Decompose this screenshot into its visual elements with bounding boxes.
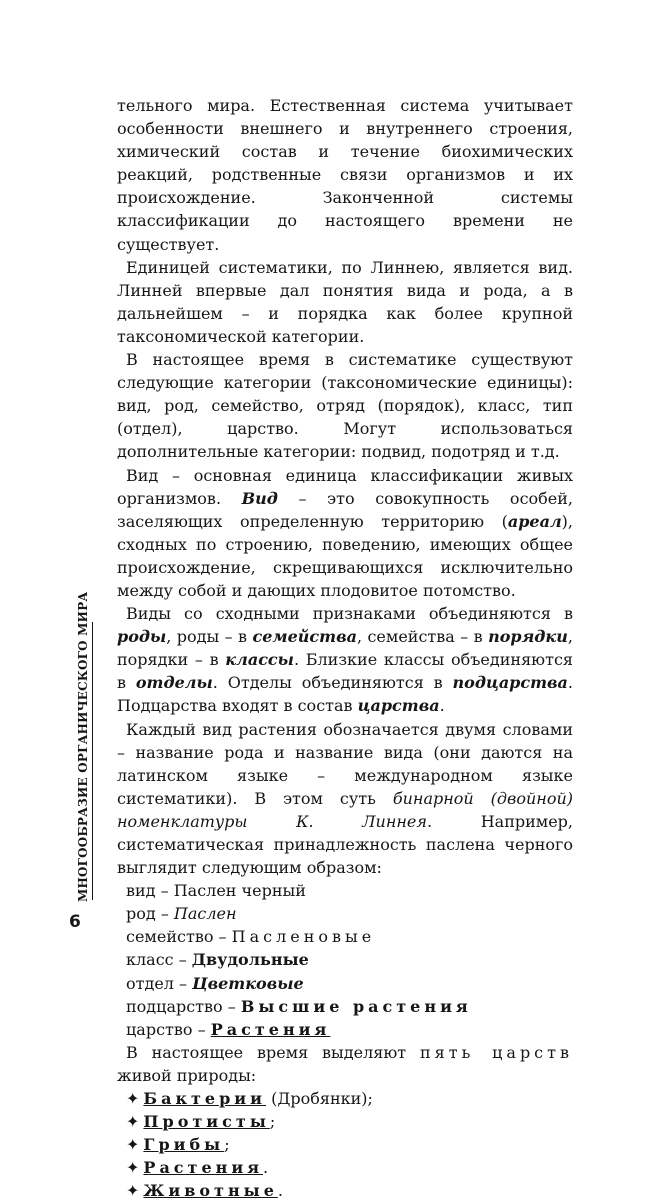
kingdom-item <box>126 1179 573 1202</box>
term-otdely: отделы <box>135 673 213 693</box>
kingdom-name: Грибы <box>143 1135 225 1155</box>
term-vid: Вид <box>241 488 278 508</box>
kingdom-item <box>126 1156 573 1179</box>
side-divider <box>92 622 93 900</box>
value: Растения <box>210 1019 331 1039</box>
term-areal: ареал <box>507 511 562 531</box>
star-bullet-icon: ✦ <box>126 1089 140 1109</box>
kingdom-note: ; <box>269 1112 276 1132</box>
kingdom-item <box>126 1087 573 1110</box>
page-number: 6 <box>69 912 81 932</box>
text-run: . Близкие классы объединяются в <box>117 650 573 693</box>
paragraph-1: тельного мира. Естественная система учитывает особенности внешнего и внутреннего строения, химический состав и течение биохимических реакций, родственные связи организмов и их происхождение. Законченной системы классификации до настоящего времени не существует. <box>117 96 573 254</box>
term-podtsarstva: подцарства <box>452 673 568 693</box>
text-run: Виды со сходными признаками объединяются в <box>126 604 573 624</box>
text-run: , порядки – в <box>117 627 573 670</box>
paragraph-7 <box>117 1041 573 1087</box>
taxonomy-genus <box>126 902 573 925</box>
text-run: . Подцарства входят в состав <box>117 673 574 716</box>
star-bullet-icon: ✦ <box>126 1158 140 1178</box>
kingdom-item <box>126 1110 573 1133</box>
term-klassy: классы <box>225 650 294 670</box>
term-poryadki: порядки <box>488 627 568 647</box>
taxonomy-list <box>117 879 573 1041</box>
paragraph-5 <box>117 602 573 717</box>
label: отдел – <box>126 973 193 993</box>
text-run: живой природы: <box>117 1065 257 1085</box>
value: Паслен <box>173 904 237 924</box>
kingdom-name: Животные <box>143 1181 278 1201</box>
kingdom-note: ; <box>224 1135 230 1155</box>
paragraph-4 <box>117 464 573 603</box>
paragraph-6 <box>117 718 573 880</box>
taxonomy-subkingdom <box>126 995 573 1018</box>
taxonomy-division <box>126 972 573 995</box>
value: Паслен черный <box>173 881 306 901</box>
label: подцарство – <box>126 996 241 1016</box>
text-run: . Например, систематическая принадлежность паслена черного выглядит следующим образом: <box>117 811 574 878</box>
term-rody: роды <box>117 627 167 647</box>
label: род – <box>126 904 174 924</box>
paragraph-2: Единицей систематики, по Линнею, является вид. Линней впервые дал понятия вида и рода, а в дальнейшем – и порядка как более крупной таксономической категории. <box>117 257 573 346</box>
label: вид – <box>126 881 174 901</box>
running-head-vertical: МНОГООБРАЗИЕ ОРГАНИЧЕСКОГО МИРА <box>76 591 90 902</box>
text-run: , семейства – в <box>356 627 489 647</box>
taxonomy-class <box>126 948 573 971</box>
term-tsarstva: царства <box>357 696 440 716</box>
label: класс – <box>126 950 192 970</box>
body-text <box>117 94 573 1203</box>
kingdom-name: Протисты <box>143 1112 270 1132</box>
star-bullet-icon: ✦ <box>126 1112 140 1132</box>
kingdom-note: . <box>277 1181 283 1201</box>
spaced-phrase: пять царств <box>419 1042 574 1062</box>
text-run: . Отделы объединяются в <box>212 673 453 693</box>
kingdom-item <box>126 1133 573 1156</box>
label: царство – <box>126 1019 211 1039</box>
value: Двудольные <box>191 950 309 970</box>
term-binary-nomenclature: бинарной (двойной) номенклатуры К. Линнея <box>117 788 574 831</box>
text-run: Вид – основная единица классификации живых организмов. <box>117 465 573 508</box>
value: Высшие растения <box>240 996 472 1016</box>
kingdoms-list <box>117 1087 573 1202</box>
kingdom-name: Бактерии <box>143 1089 267 1109</box>
kingdom-note: (Дробянки); <box>266 1089 373 1109</box>
taxonomy-species <box>126 879 573 902</box>
value: Пасленовые <box>231 927 376 947</box>
taxonomy-family <box>126 925 573 948</box>
text-run: ), сходных по строению, поведению, имеющих общее происхождение, скрещивающихся исключительно между собой и дающих плодовитое потомство. <box>117 511 573 600</box>
kingdom-name: Растения <box>143 1158 264 1178</box>
star-bullet-icon: ✦ <box>126 1181 140 1201</box>
taxonomy-kingdom <box>126 1018 573 1041</box>
text-run: Каждый вид растения обозначается двумя словами – название рода и название вида (они даются на латинском языке – международном языке систематики). В этом суть <box>117 719 573 808</box>
text-run: В настоящее время выделяют <box>126 1042 420 1062</box>
star-bullet-icon: ✦ <box>126 1135 140 1155</box>
text-run: . <box>439 696 445 716</box>
kingdom-note: . <box>263 1158 269 1178</box>
label: семейство – <box>126 927 232 947</box>
text-run: , роды – в <box>166 627 253 647</box>
term-semeistva: семейства <box>252 627 357 647</box>
value: Цветковые <box>192 973 304 993</box>
text-run: – это совокупность особей, заселяющих определенную территорию ( <box>117 488 574 531</box>
paragraph-3: В настоящее время в систематике существуют следующие категории (таксономические единицы): вид, род, семейство, отряд (порядок), класс, тип (отдел), царство. Могут использоваться дополнительные категории: подвид, подотряд и т.д. <box>117 350 573 462</box>
